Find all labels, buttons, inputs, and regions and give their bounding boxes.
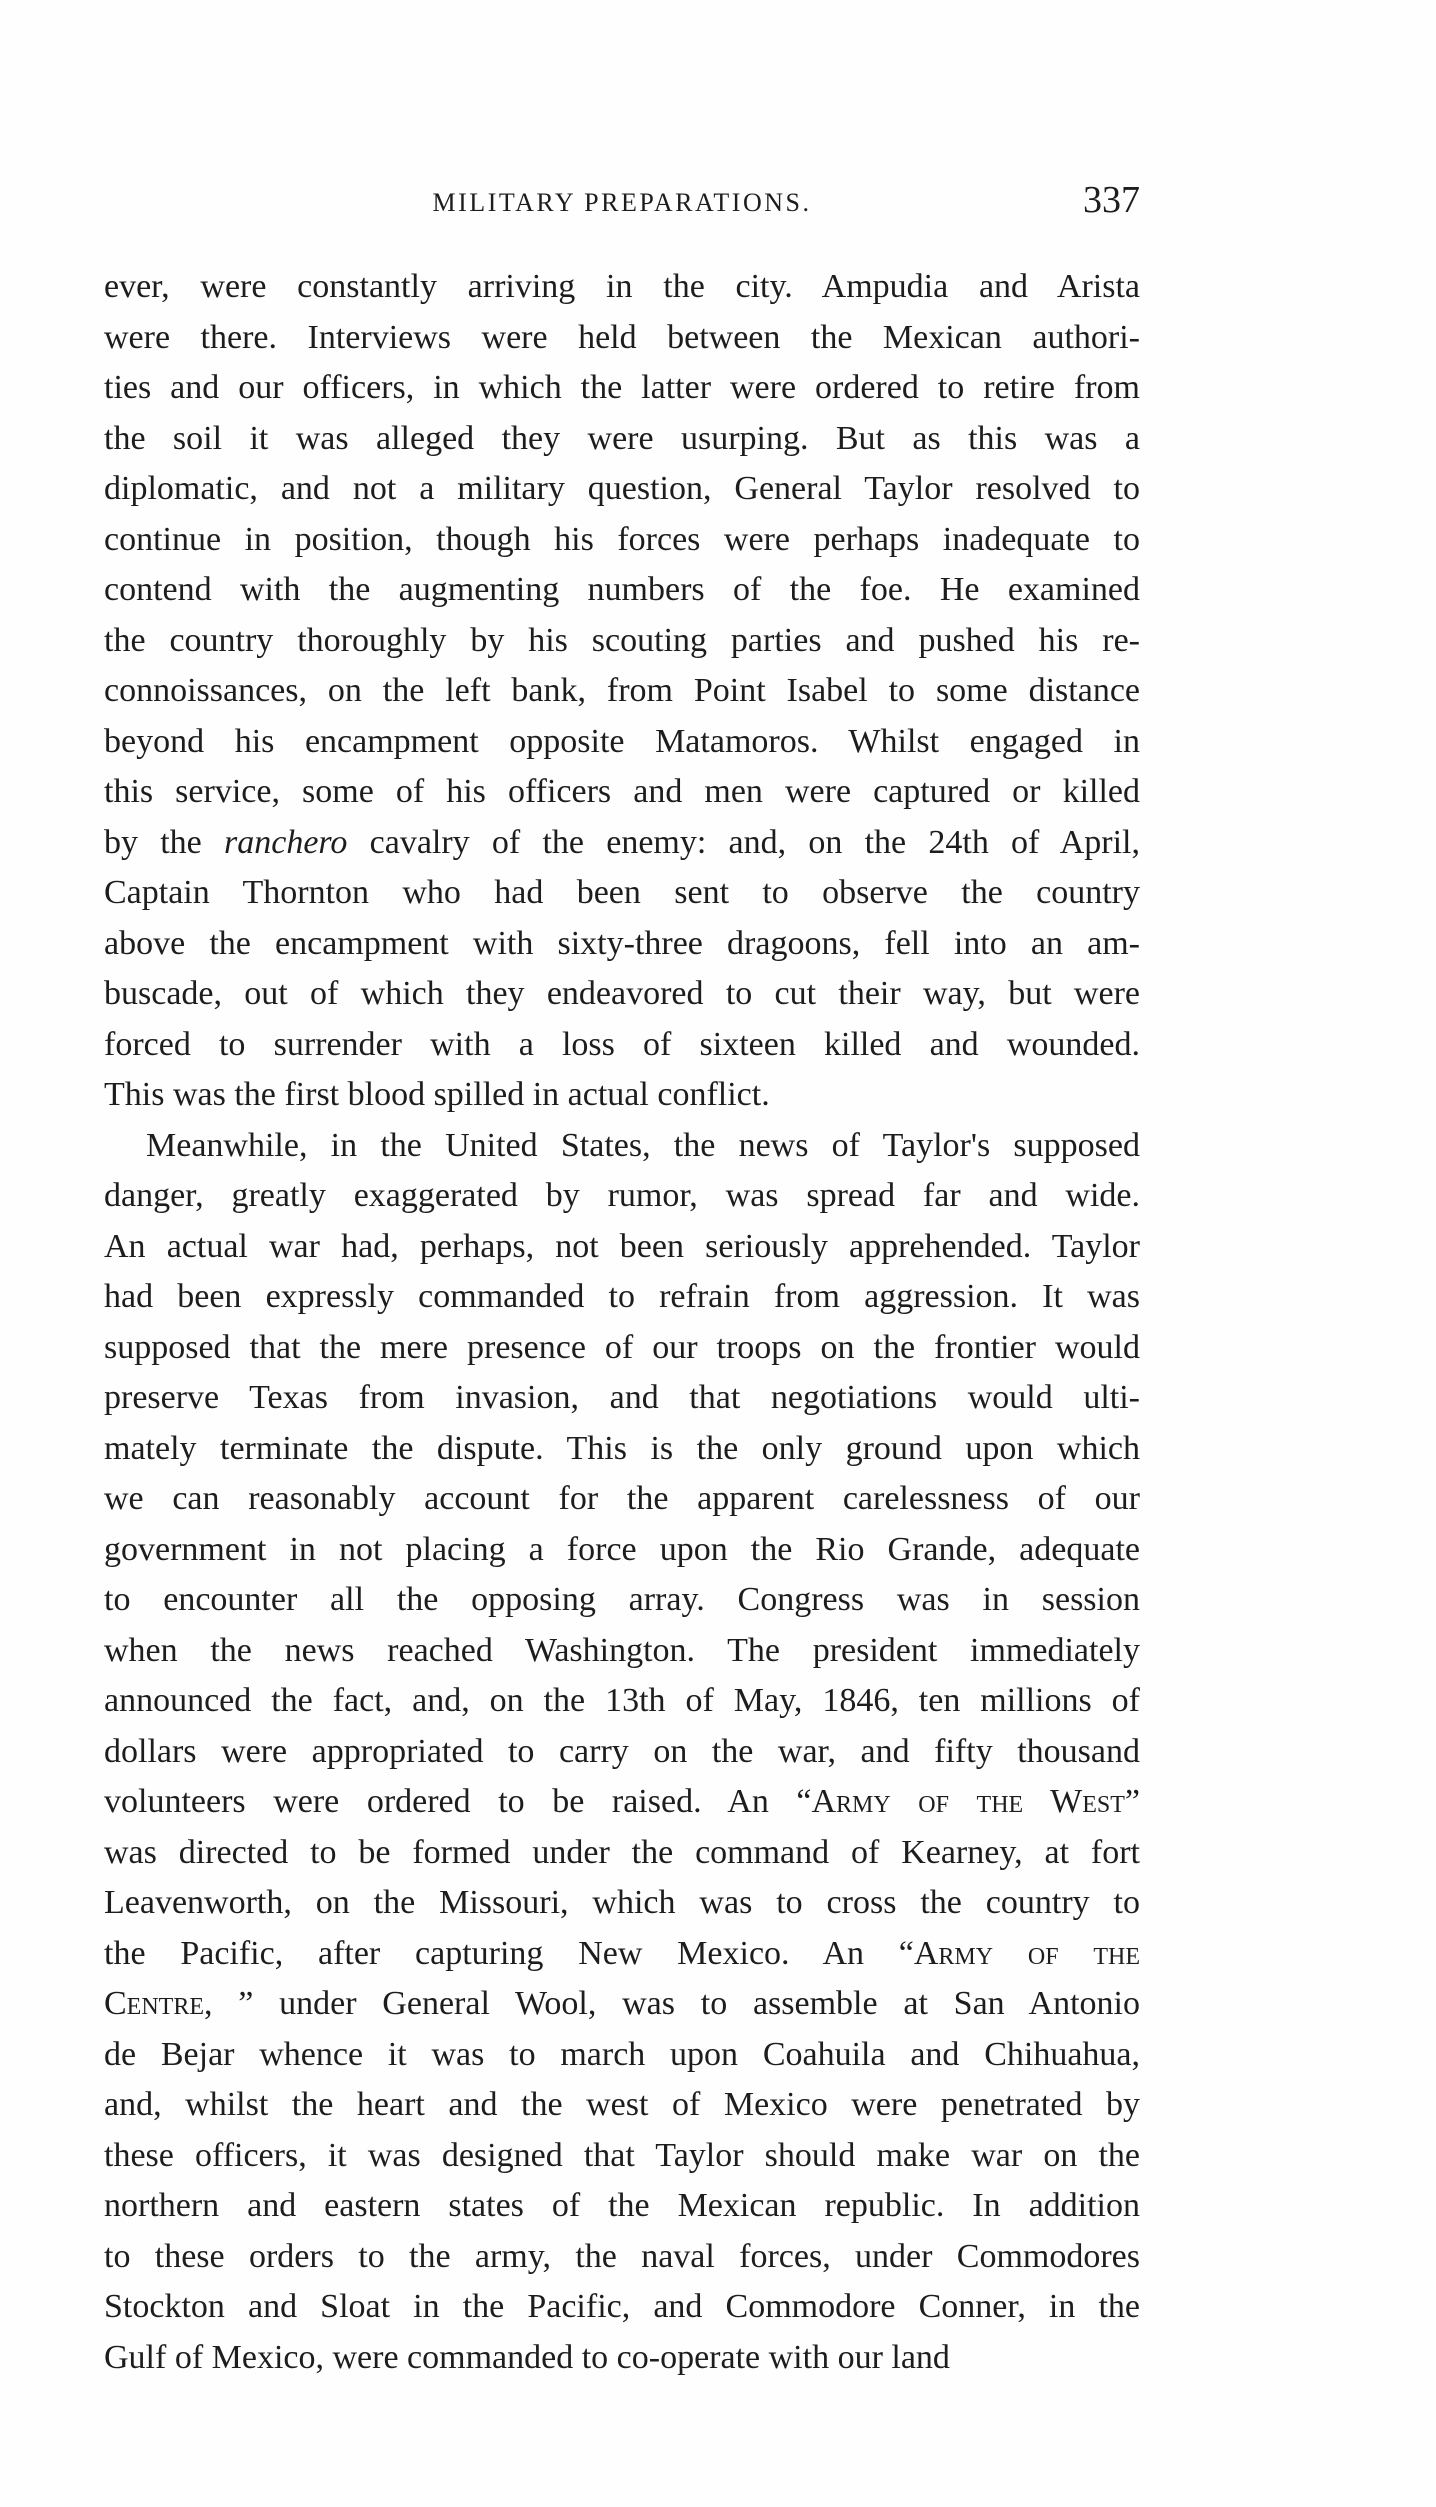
small-caps-term: Centre, — [104, 1985, 213, 2022]
text-line: preserve Texas from invasion, and that negotiations would ulti- — [104, 1379, 1140, 1416]
text-line: we can reasonably account for the apparent carelessness of our — [104, 1480, 1140, 1517]
text-line — [104, 1777, 1140, 1828]
text-line: beyond his encampment opposite Matamoros. Whilst engaged in — [104, 722, 1140, 760]
text-line: these officers, it was designed that Taylor should make war on the — [104, 2136, 1140, 2174]
text-line — [104, 1929, 1140, 1980]
text-line: dollars were appropriated to carry on the war, and fifty thousand — [104, 1732, 1140, 1770]
text-line: were there. Interviews were held between the Mexican authori- — [104, 318, 1140, 356]
text-line: ever, were constantly arriving in the city. Ampudia and Arista — [104, 268, 1140, 305]
small-caps-term: Army of the — [913, 1934, 1140, 1972]
text-line: buscade, out of which they endeavored to cut their way, but were — [104, 975, 1140, 1012]
text-line: forced to surrender with a loss of sixteen killed and wounded. — [104, 1025, 1140, 1063]
text-line: was directed to be formed under the command of Kearney, at fort — [104, 1833, 1140, 1871]
page-number: 337 — [1083, 179, 1140, 221]
text-segment: ” — [1124, 1783, 1140, 1820]
text-line: Captain Thornton who had been sent to observe the country — [104, 874, 1140, 911]
text-line: Leavenworth, on the Missouri, which was to cross the country to — [104, 1884, 1140, 1921]
text-line: ties and our officers, in which the latter were ordered to retire from — [104, 369, 1140, 406]
text-segment: volunteers were ordered to be raised. An “ — [104, 1783, 812, 1820]
text-line: northern and eastern states of the Mexican republic. In addition — [104, 2187, 1140, 2224]
text-line — [104, 818, 1140, 869]
text-line: Meanwhile, in the United States, the news of Taylor's supposed — [146, 1126, 1140, 1164]
text-line: government in not placing a force upon the Rio Grande, adequate — [104, 1530, 1140, 1568]
text-line: announced the fact, and, on the 13th of May, 1846, ten millions of — [104, 1682, 1140, 1719]
text-line — [104, 1979, 1140, 2030]
text-line: this service, some of his officers and men were captured or killed — [104, 773, 1140, 810]
small-caps-term: Army of the West — [811, 1783, 1125, 1820]
text-line: Stockton and Sloat in the Pacific, and Commodore Conner, in the — [104, 2288, 1140, 2325]
italic-term: ranchero — [224, 823, 348, 861]
text-segment: by the — [104, 823, 225, 861]
text-line: the country thoroughly by his scouting parties and pushed his re- — [104, 621, 1140, 659]
text-line: contend with the augmenting numbers of the foe. He examined — [104, 571, 1140, 608]
text-line: de Bejar whence it was to march upon Coahuila and Chihuahua, — [104, 2035, 1140, 2073]
body-text — [104, 262, 1140, 2383]
text-line: connoissances, on the left bank, from Point Isabel to some distance — [104, 672, 1140, 709]
text-line: mately terminate the dispute. This is the only ground upon which — [104, 1429, 1140, 1467]
text-segment: ” under General Wool, was to assemble at San Antonio — [212, 1985, 1140, 2022]
text-line: supposed that the mere presence of our troops on the frontier would — [104, 1328, 1140, 1366]
text-line: Gulf of Mexico, were commanded to co-operate with our land — [104, 2338, 950, 2376]
text-line: the soil it was alleged they were usurping. But as this was a — [104, 419, 1140, 457]
text-line: danger, greatly exaggerated by rumor, was spread far and wide. — [104, 1177, 1140, 1214]
text-segment: the Pacific, after capturing New Mexico. An “ — [104, 1934, 914, 1972]
text-line: above the encampment with sixty-three dragoons, fell into an am- — [104, 924, 1140, 962]
text-line: This was the first blood spilled in actual conflict. — [104, 1076, 770, 1113]
text-line: diplomatic, and not a military question, General Taylor resolved to — [104, 470, 1140, 507]
text-line: and, whilst the heart and the west of Mexico were penetrated by — [104, 2086, 1140, 2123]
text-line: to encounter all the opposing array. Congress was in session — [104, 1581, 1140, 1618]
chapter-title: MILITARY PREPARATIONS. — [432, 188, 812, 217]
text-line: when the news reached Washington. The president immediately — [104, 1631, 1140, 1669]
text-line: to these orders to the army, the naval forces, under Commodores — [104, 2237, 1140, 2275]
running-head — [104, 178, 1140, 238]
text-line: had been expressly commanded to refrain from aggression. It was — [104, 1278, 1140, 1315]
text-line: continue in position, though his forces were perhaps inadequate to — [104, 520, 1140, 558]
text-segment: cavalry of the enemy: and, on the 24th of April, — [347, 823, 1141, 861]
text-line: An actual war had, perhaps, not been seriously apprehended. Taylor — [104, 1227, 1140, 1265]
